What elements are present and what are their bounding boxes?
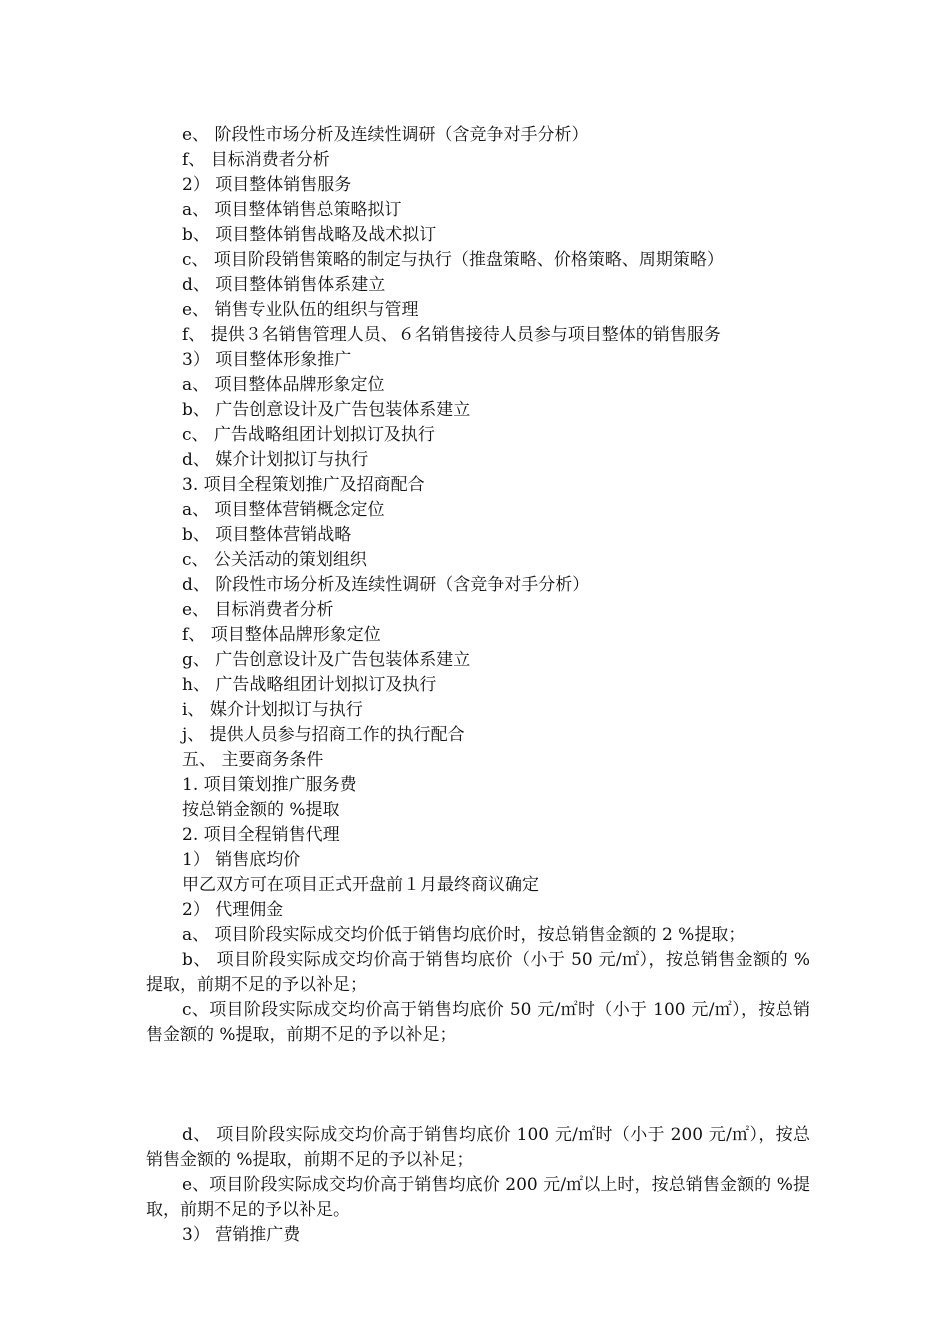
text-line: e、 销售专业队伍的组织与管理	[182, 300, 419, 320]
text-line: c、 公关活动的策划组织	[182, 550, 367, 570]
text-line: d、 阶段性市场分析及连续性调研（含竞争对手分析）	[182, 575, 590, 595]
text-line: i、 媒介计划拟订与执行	[182, 700, 363, 720]
subsection-heading: 1. 项目策划推广服务费	[182, 775, 357, 795]
text-line: b、 项目整体营销战略	[182, 525, 352, 545]
document-body	[146, 123, 810, 1248]
text-line: a、 项目阶段实际成交均价低于销售均底价时，按总销售金额的 2 %提取；	[182, 925, 746, 945]
paragraph-b: b、 项目阶段实际成交均价高于销售均底价（小于 50 元/㎡），按总销售金额的 %提取，前期不足的予以补足；	[146, 950, 810, 995]
text-line: b、 广告创意设计及广告包装体系建立	[182, 400, 471, 420]
blank-gap	[146, 1048, 810, 1123]
text-line: f、 项目整体品牌形象定位	[182, 625, 381, 645]
text-line: 1） 销售底均价	[182, 850, 301, 870]
text-line: 2） 代理佣金	[182, 900, 284, 920]
text-line: e、 阶段性市场分析及连续性调研（含竞争对手分析）	[182, 125, 589, 145]
text-line: 3） 项目整体形象推广	[182, 350, 352, 370]
paragraph-d: d、 项目阶段实际成交均价高于销售均底价 100 元/㎡时（小于 200 元/㎡），按总销售金额的 %提取，前期不足的予以补足；	[146, 1125, 810, 1170]
text-line: j、 提供人员参与招商工作的执行配合	[182, 725, 465, 745]
text-line: 按总销金额的 %提取	[182, 800, 340, 820]
subsection-heading: 2. 项目全程销售代理	[182, 825, 340, 845]
text-line: c、 项目阶段销售策略的制定与执行（推盘策略、价格策略、周期策略）	[182, 250, 724, 270]
text-line: f、 提供３名销售管理人员、６名销售接待人员参与项目整体的销售服务	[182, 325, 721, 345]
text-line: f、 目标消费者分析	[182, 150, 330, 170]
text-line: c、 广告战略组团计划拟订及执行	[182, 425, 435, 445]
section-heading: 3. 项目全程策划推广及招商配合	[182, 475, 425, 495]
paragraph-c: c、项目阶段实际成交均价高于销售均底价 50 元/㎡时（小于 100 元/㎡），按总销售金额的 %提取，前期不足的予以补足；	[146, 1000, 810, 1045]
text-line: e、 目标消费者分析	[182, 600, 334, 620]
paragraph-e: e、项目阶段实际成交均价高于销售均底价 200 元/㎡以上时，按总销售金额的 %提取，前期不足的予以补足。	[146, 1175, 810, 1220]
text-line: 3） 营销推广费	[182, 1225, 301, 1245]
text-line: a、 项目整体品牌形象定位	[182, 375, 385, 395]
text-line: g、 广告创意设计及广告包装体系建立	[182, 650, 471, 670]
section-heading: 五、 主要商务条件	[182, 750, 324, 770]
text-line: d、 项目整体销售体系建立	[182, 275, 386, 295]
text-line: b、 项目整体销售战略及战术拟订	[182, 225, 437, 245]
text-line: a、 项目整体销售总策略拟订	[182, 200, 402, 220]
text-line: a、 项目整体营销概念定位	[182, 500, 385, 520]
text-line: d、 媒介计划拟订与执行	[182, 450, 369, 470]
text-line: 2） 项目整体销售服务	[182, 175, 352, 195]
text-line: 甲乙双方可在项目正式开盘前１月最终商议确定	[182, 875, 539, 895]
text-line: h、 广告战略组团计划拟订及执行	[182, 675, 437, 695]
